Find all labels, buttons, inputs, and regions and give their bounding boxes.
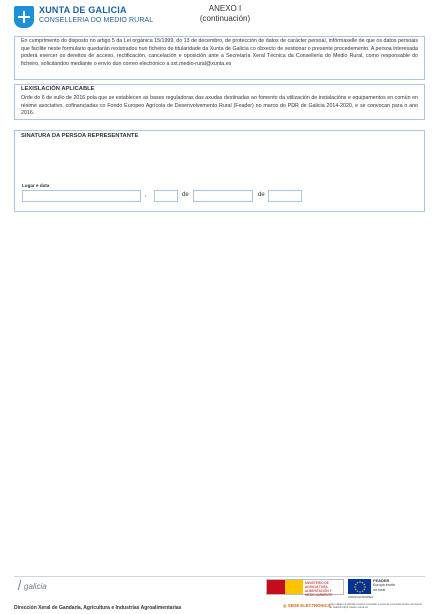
cross-icon xyxy=(17,10,31,24)
spain-flag-red-icon xyxy=(267,580,285,594)
feader-title: FEADER xyxy=(373,578,390,583)
annex-heading xyxy=(194,4,256,24)
de-separator-2: de xyxy=(258,192,265,198)
month-input[interactable] xyxy=(193,190,253,202)
galicia-logo-text: galicia xyxy=(24,582,47,591)
sede-label: SEDE ELECTRÓNICA xyxy=(287,603,331,608)
org-name: XUNTA DE GALICIA xyxy=(39,5,127,15)
comma-separator: , xyxy=(145,192,147,198)
sede-electronica-link[interactable] xyxy=(283,603,331,608)
eu-flag-icon xyxy=(348,579,371,594)
eu-stars-icon xyxy=(354,581,366,593)
sede-icon: ◎ xyxy=(283,603,288,608)
day-input[interactable] xyxy=(154,190,178,202)
legislation-title: LEXISLACIÓN APLICABLE xyxy=(21,86,95,92)
de-separator-1: de xyxy=(182,192,189,198)
data-protection-text: En cumprimento do disposto no artigo 5 da Lei orgánica 15/1999, do 13 de decembro, de protección de datos de carácter persoal, infórmaselle de que os datos persoais que facilite neste formulario quedarán rexistrados nun ficheiro de titularidade da Xunta de Galicia co obxecto de xestionar o presente procedemento. A persoa interesada poderá exercer os dereitos de acceso, rectificación, cancelación e oposición ante a Secretaría Xeral Técnica da Consellería do Medio Rural, como responsable do ficheiro, solicitándoo mediante o envío dun correo electrónico a sxt.medio-rural@xunta.es xyxy=(21,38,418,67)
sede-note: Ante calquera dúbida poderá consultar a guía de procedementos da Xunta de Galicia https://sede.xunta.es xyxy=(329,602,422,610)
xunta-shield-logo xyxy=(14,6,34,28)
feader-logo xyxy=(373,579,423,592)
place-date-label: Lugar e data xyxy=(22,183,50,188)
annex-title: ANEXO I xyxy=(208,4,242,13)
footer-department: Dirección Xeral de Gandaría, Agricultura e Industrias Agroalimentarias xyxy=(14,605,182,611)
feader-line-1: Europa invirte xyxy=(373,583,396,588)
spain-flag-yellow-icon xyxy=(285,580,303,594)
place-input[interactable] xyxy=(22,190,141,202)
feader-line-2: no rural xyxy=(373,587,386,592)
annex-subtitle: (continuación) xyxy=(199,14,251,23)
year-input[interactable] xyxy=(268,190,302,202)
footer-divider xyxy=(14,576,425,577)
ministry-logo xyxy=(266,579,344,595)
eu-label: UNIÓN EUROPEA xyxy=(348,595,374,599)
legislation-text: Orde do 6 de xullo de 2016 pola que se establecen as bases reguladoras das axudas destinadas ao fomento da utilización de instalacións e equipamentos en común en réxime asociativo, cofinanciadas co Fondo Europeo Agrícola de Desenvolvemento Rural (Feader) no marco do PDR de Galicia 2014-2020, e se convocan para o ano 2016. xyxy=(21,95,418,117)
signature-title: SINATURA DA PERSOA REPRESENTANTE xyxy=(21,133,139,139)
ministry-text: MINISTERIO DE AGRICULTURA, ALIMENTACIÓN Y MEDIO AMBIENTE xyxy=(305,581,333,597)
org-department: CONSELLERIA DO MEDIO RURAL xyxy=(39,17,154,24)
